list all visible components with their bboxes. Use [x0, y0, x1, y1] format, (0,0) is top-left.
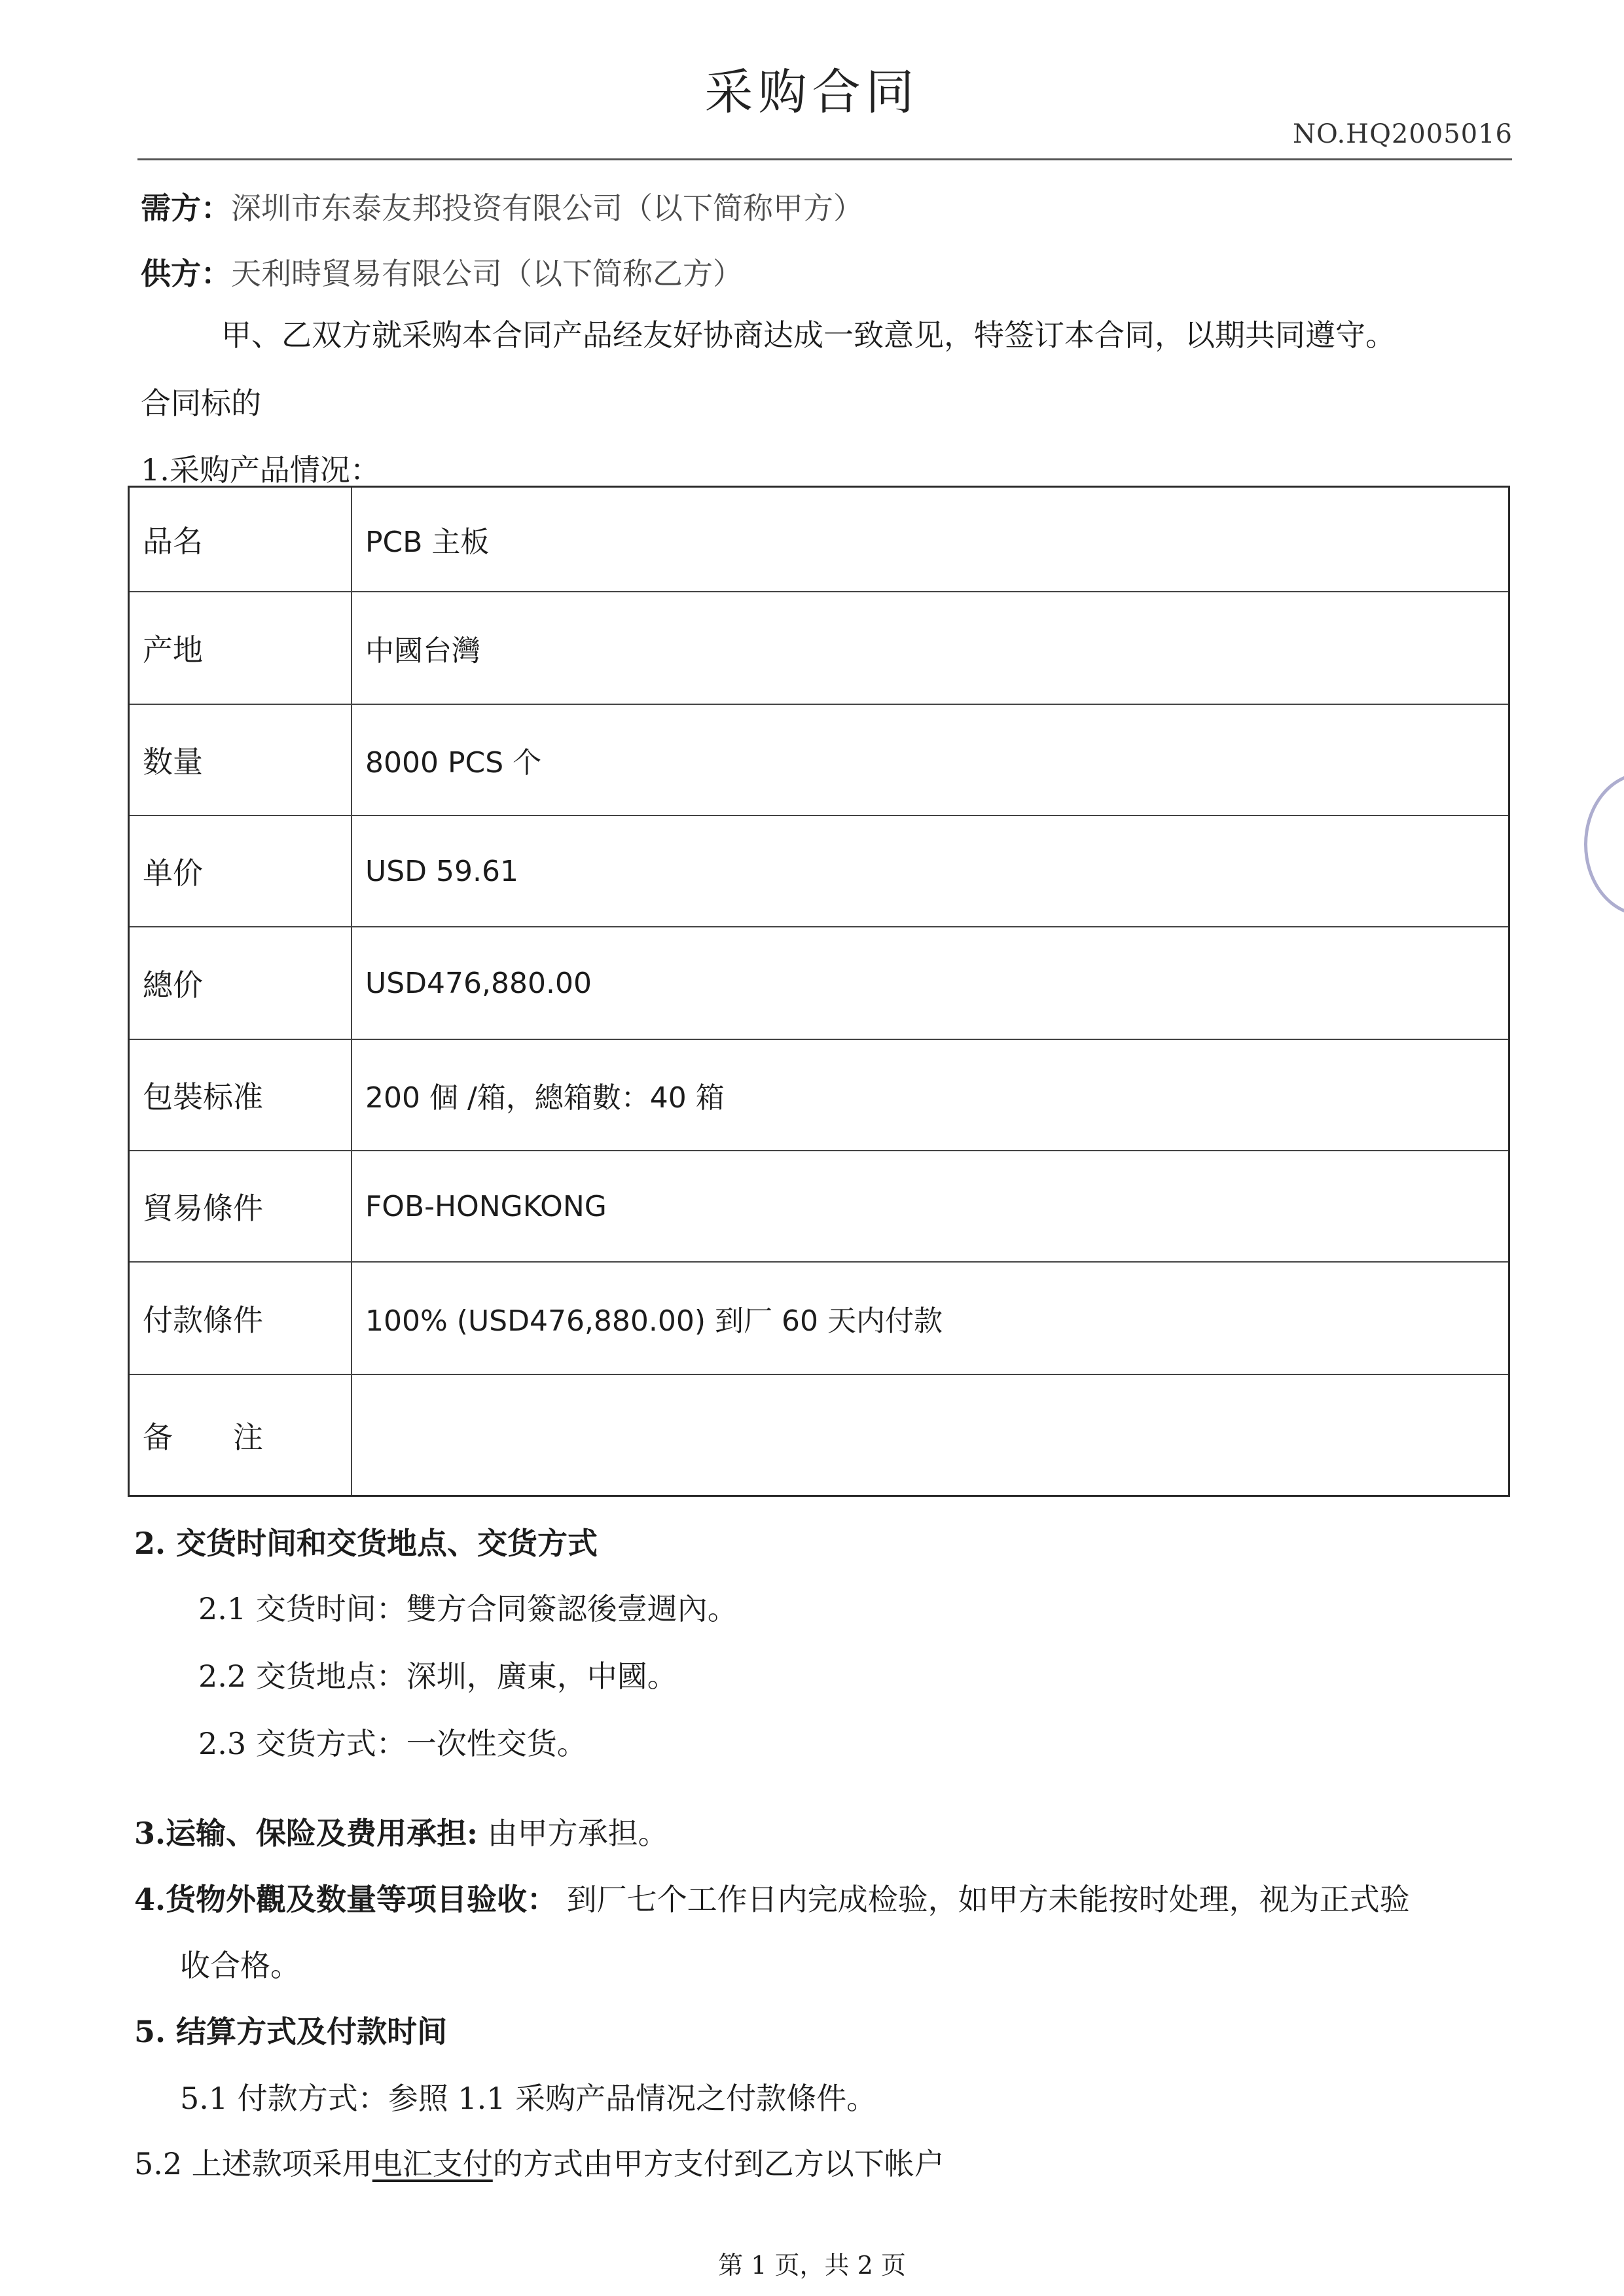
- section5-item2-prefix: 5.2 上述款项采用: [134, 2146, 372, 2181]
- section4-text: 到厂七个工作日内完成检验，如甲方未能按时处理，视为正式验: [557, 1882, 1410, 1917]
- row-value: 200 個 /箱，總箱數：40 箱: [365, 1081, 725, 1115]
- section1-heading: 1.采购产品情况：: [141, 452, 380, 488]
- table-row: [130, 1263, 1508, 1375]
- contract-title: 采购合同: [704, 64, 920, 120]
- row-key: 品名: [130, 488, 352, 591]
- row-value: PCB 主板: [365, 526, 490, 559]
- section2-heading: 2. 交货时间和交货地点、交货方式: [134, 1526, 598, 1561]
- row-value: 100% (USD476,880.00) 到厂 60 天内付款: [365, 1304, 943, 1338]
- row-key: 单价: [130, 816, 352, 926]
- section2-item3: 2.3 交货方式：一次性交货。: [198, 1726, 587, 1761]
- header-divider: [137, 158, 1512, 160]
- company-seal-icon: [1584, 772, 1624, 916]
- section2-item1: 2.1 交货时间：雙方合同簽認後壹週內。: [198, 1591, 738, 1626]
- table-row: [130, 1151, 1508, 1263]
- row-key: 数量: [130, 705, 352, 815]
- row-key: 總价: [130, 927, 352, 1039]
- table-row: [130, 816, 1508, 927]
- supplier-line: [141, 250, 743, 293]
- row-key: 包裝标准: [130, 1040, 352, 1150]
- row-value: FOB-HONGKONG: [365, 1189, 607, 1223]
- section4-line: [134, 1876, 1410, 1919]
- section3-heading: 3.运输、保险及费用承担:: [134, 1816, 478, 1851]
- table-row: [130, 705, 1508, 816]
- supplier-label: 供方：: [141, 256, 231, 291]
- row-key: 貿易條件: [130, 1151, 352, 1261]
- buyer-line: [141, 185, 863, 228]
- section4-text-cont: 收合格。: [180, 1948, 300, 1983]
- table-row: [130, 488, 1508, 592]
- buyer-label: 需方：: [141, 190, 231, 226]
- row-key: 备 注: [130, 1375, 352, 1495]
- row-value: [352, 1375, 1508, 1495]
- row-value: USD476,880.00: [365, 966, 592, 1000]
- row-value: 8000 PCS 个: [365, 746, 542, 780]
- row-value: USD 59.61: [365, 854, 518, 888]
- buyer-value: 深圳市东泰友邦投资有限公司（以下简称甲方）: [231, 190, 863, 226]
- contract-number: NO.HQ2005016: [1293, 119, 1513, 149]
- section3-line: [134, 1810, 668, 1853]
- section5-item2-suffix: 的方式由甲方支付到乙方以下帐户: [492, 2146, 945, 2181]
- section4-heading: 4.货物外觀及数量等项目验收：: [134, 1882, 558, 1917]
- table-row: [130, 592, 1508, 705]
- product-table: [128, 486, 1510, 1497]
- intro-paragraph: 甲、乙双方就采购本合同产品经友好协商达成一致意见，特签订本合同，以期共同遵守。: [221, 317, 1396, 353]
- section3-text: 由甲方承担。: [478, 1816, 668, 1851]
- supplier-value: 天利時貿易有限公司（以下简称乙方）: [231, 256, 743, 291]
- section5-heading: 5. 结算方式及付款时间: [134, 2014, 448, 2049]
- table-row: [130, 1040, 1508, 1151]
- section5-item2: [134, 2140, 945, 2183]
- table-row: [130, 1375, 1508, 1495]
- payment-method-underlined: 电汇支付: [372, 2146, 493, 2181]
- table-row: [130, 927, 1508, 1040]
- section2-item2: 2.2 交货地点：深圳，廣東，中國。: [198, 1659, 677, 1694]
- row-value: 中國台灣: [365, 634, 480, 668]
- row-key: 付款條件: [130, 1263, 352, 1374]
- subject-heading: 合同标的: [141, 386, 261, 421]
- row-key: 产地: [130, 592, 352, 704]
- page-footer: 第 1 页，共 2 页: [718, 2251, 906, 2280]
- section5-item1: 5.1 付款方式：参照 1.1 采购产品情况之付款條件。: [180, 2081, 877, 2116]
